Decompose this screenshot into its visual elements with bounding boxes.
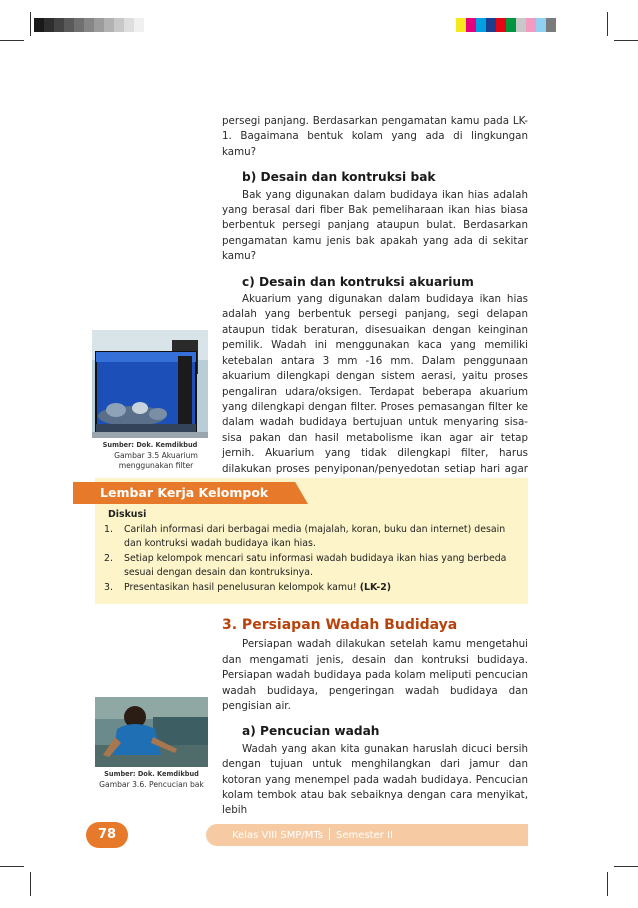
heading-bak-design: b) Desain dan kontruksi bak: [242, 170, 436, 185]
calibration-swatch: [144, 18, 154, 32]
list-text: Presentasikan hasil penelusuran kelompok kamu!: [124, 581, 360, 593]
crop-mark: [607, 872, 608, 896]
washing-tank-photo: [95, 697, 208, 767]
list-item: [104, 523, 524, 552]
footer-separator: [329, 828, 330, 840]
worksheet-list: [104, 523, 524, 596]
calibration-swatch: [124, 18, 134, 32]
color-calibration-bar: [456, 18, 556, 32]
list-item: [104, 552, 524, 581]
worksheet-body: [104, 508, 524, 596]
footer-text: [232, 828, 393, 841]
calibration-swatch: [34, 18, 44, 32]
list-item: [104, 581, 524, 596]
washing-paragraph: Wadah yang akan kita gunakan haruslah dicuci bersih dengan tujuan untuk menghilangkan dari jamur dan kotoran yang menempel pada wadah budidaya. Pencucian kolam tembok atau bak sebaiknya dengan cara menyikat, lebih: [222, 742, 528, 817]
worksheet-tab-edge: [73, 482, 95, 504]
crop-mark: [0, 40, 24, 41]
calibration-swatch: [486, 18, 496, 32]
text-column-section-3: [222, 618, 528, 819]
calibration-swatch: [44, 18, 54, 32]
aquarium-paragraph: Akuarium yang digunakan dalam budidaya ikan hias adalah yang berbentuk persegi panjang, segi delapan ataupun tidak beraturan, disesuaikan dengan keinginan pemilik. Wadah ini menggunakan kaca yang memiliki ketebalan antara 3 mm -16 mm. Dalam penggunaan akuarium dilengkapi dengan sistem aerasi, yaitu proses pengaliran udara/oksigen. Terdapat beberapa akuarium yang dilengkapi dengan filter. Proses pemasangan filter ke dalam wadah budidaya bertujuan untuk menyaring sisa-sisa pakan dan hasil metabolisme ikan agar air tetap jernih. Akuarium yang tidak dilengkapi filter, harus dilakukan proses penyiponan/penyedotan setiap hari agar: [222, 293, 528, 475]
list-number: 3.: [104, 581, 113, 593]
crop-mark: [607, 12, 608, 36]
footer-semester-label: Semester II: [336, 830, 393, 841]
text-column-top: [222, 114, 528, 492]
calibration-swatch: [516, 18, 526, 32]
calibration-swatch: [546, 18, 556, 32]
intro-paragraph: persegi panjang. Berdasarkan pengamatan kamu pada LK-1. Bagaimana bentuk kolam yang ada di lingkungan kamu?: [222, 115, 528, 158]
calibration-swatch: [134, 18, 144, 32]
calibration-swatch: [74, 18, 84, 32]
crop-mark: [614, 866, 638, 867]
calibration-swatch: [64, 18, 74, 32]
section-3-paragraph: Persiapan wadah dilakukan setelah kamu mengetahui dan mengamati jenis, desain dan kontruksi budidaya. Persiapan wadah budidaya pada kolam meliputi pencucian wadah budidaya, pengeringan wadah budidaya dan pengisian air.: [222, 638, 528, 713]
crop-mark: [30, 12, 31, 36]
calibration-swatch: [114, 18, 124, 32]
crop-mark: [0, 866, 24, 867]
heading-washing: a) Pencucian wadah: [242, 724, 380, 739]
figure-1-caption: Gambar 3.5 Akuarium menggunakan filter: [114, 451, 198, 470]
calibration-swatch: [526, 18, 536, 32]
worksheet-title: Lembar Kerja Kelompok: [100, 485, 269, 500]
calibration-swatch: [506, 18, 516, 32]
bak-paragraph: Bak yang digunakan dalam budidaya ikan hias adalah yang berasal dari fiber Bak pemeliharaan ikan hias biasa berbentuk persegi panjang ataupun bulat. Berdasarkan pengamatan kamu jenis bak apakah yang ada di sekitar kamu?: [222, 188, 528, 263]
calibration-swatch: [84, 18, 94, 32]
list-number: 2.: [104, 552, 113, 564]
figure-1-source: Sumber: Dok. Kemdikbud: [102, 441, 198, 449]
aquarium-photo: [92, 330, 208, 438]
list-text: Setiap kelompok mencari satu informasi wadah budidaya ikan hias yang berbeda sesuai dengan desain dan kontruksinya.: [124, 552, 507, 579]
worksheet-subtitle: Diskusi: [108, 509, 147, 520]
calibration-swatch: [456, 18, 466, 32]
figure-2-source: Sumber: Dok. Kemdikbud: [104, 770, 199, 778]
calibration-swatch: [536, 18, 546, 32]
list-number: 1.: [104, 523, 113, 535]
figure-2-caption: Gambar 3.6. Pencucian bak: [99, 780, 204, 789]
calibration-swatch: [476, 18, 486, 32]
heading-aquarium-design: c) Desain dan kontruksi akuarium: [242, 274, 474, 289]
calibration-swatch: [54, 18, 64, 32]
crop-mark: [614, 40, 638, 41]
grayscale-calibration-bar: [34, 18, 154, 32]
footer-class-label: Kelas VIII SMP/MTs: [232, 830, 324, 841]
calibration-swatch: [466, 18, 476, 32]
list-text: Carilah informasi dari berbagai media (majalah, koran, buku dan internet) desain dan kontruksi wadah budidaya ikan hias.: [124, 523, 506, 550]
page-number: 78: [86, 822, 128, 848]
list-text-bold: (LK-2): [359, 581, 392, 593]
calibration-swatch: [496, 18, 506, 32]
calibration-swatch: [104, 18, 114, 32]
calibration-swatch: [94, 18, 104, 32]
crop-mark: [30, 872, 31, 896]
section-3-heading: 3. Persiapan Wadah Budidaya: [222, 617, 458, 633]
